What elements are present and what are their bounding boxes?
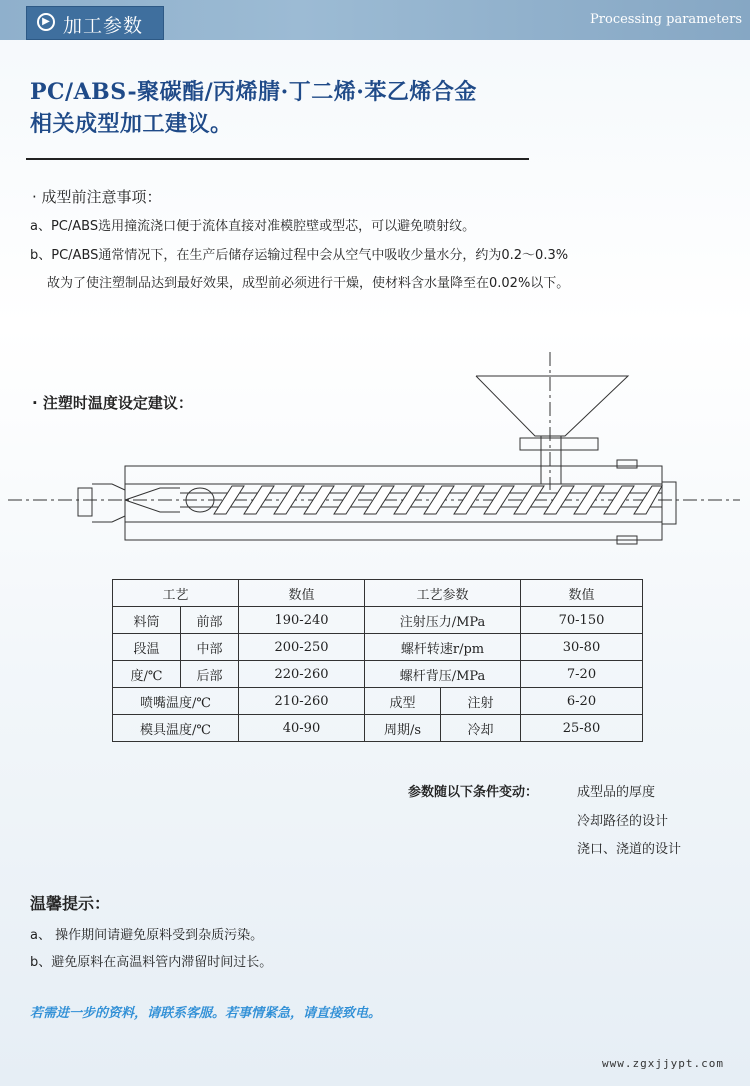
table-cell: 210-260 — [239, 688, 365, 715]
table-cell: 7-20 — [521, 661, 643, 688]
table-cell: 6-20 — [521, 688, 643, 715]
table-cell: 注射 — [441, 688, 521, 715]
arrow-circle-icon: ▶ — [37, 13, 55, 31]
pre-molding-item-b-cont: 故为了使注塑制品达到最好效果，成型前必须进行干燥，使材料含水量降至在0.02%以下。 — [47, 276, 570, 291]
table-cell: 40-90 — [239, 715, 365, 742]
feed-port — [541, 436, 561, 484]
table-cell: 190-240 — [239, 607, 365, 634]
table-cell: 冷却 — [441, 715, 521, 742]
table-row — [113, 634, 643, 661]
table-row — [113, 715, 643, 742]
table-cell: 度/℃ — [113, 661, 181, 688]
pre-molding-heading: · 成型前注意事项： — [32, 188, 162, 206]
pre-molding-item-a: a、PC/ABS选用撞流浇口便于流体直接对准模腔壁或型芯，可以避免喷射纹。 — [30, 219, 476, 234]
factors-label: 参数随以下条件变动： — [408, 785, 539, 800]
table-header: 工艺 — [113, 580, 239, 607]
title-line-1: PC/ABS-聚碳酯/丙烯腈·丁二烯·苯乙烯合金 — [30, 79, 477, 105]
table-cell: 200-250 — [239, 634, 365, 661]
injection-machine-diagram — [0, 350, 750, 555]
table-cell: 螺杆背压/MPa — [365, 661, 521, 688]
table-cell: 后部 — [181, 661, 239, 688]
table-cell: 成型 — [365, 688, 441, 715]
factor-item: 成型品的厚度 — [577, 785, 656, 800]
nozzle — [78, 488, 92, 516]
table-cell: 料筒 — [113, 607, 181, 634]
table-row — [113, 607, 643, 634]
table-cell: 周期/s — [365, 715, 441, 742]
temperature-heading: · 注塑时温度设定建议： — [32, 394, 193, 412]
section-tag-label: 加工参数 — [63, 15, 144, 37]
hopper — [476, 376, 628, 436]
table-cell: 段温 — [113, 634, 181, 661]
header-english-title: Processing parameters — [590, 12, 742, 27]
table-cell: 注射压力/MPa — [365, 607, 521, 634]
table-cell: 模具温度/℃ — [113, 715, 239, 742]
title-line-2: 相关成型加工建议。 — [30, 111, 233, 137]
table-cell: 喷嘴温度/℃ — [113, 688, 239, 715]
hopper-throat — [520, 438, 598, 450]
title-divider — [26, 158, 529, 160]
table-cell: 前部 — [181, 607, 239, 634]
table-header: 数值 — [521, 580, 643, 607]
section-tag — [26, 6, 164, 40]
table-row — [113, 580, 643, 607]
table-row — [113, 688, 643, 715]
table-cell: 70-150 — [521, 607, 643, 634]
table-cell: 中部 — [181, 634, 239, 661]
table-header: 工艺参数 — [365, 580, 521, 607]
page-title — [30, 76, 477, 140]
table-cell: 30-80 — [521, 634, 643, 661]
tip-item: b、避免原料在高温料管内滞留时间过长。 — [30, 955, 273, 970]
header-bar — [0, 0, 750, 40]
website-url: www.zgxjjypt.com — [602, 1057, 724, 1070]
tips-heading: 温馨提示： — [30, 894, 111, 913]
parameter-table — [112, 579, 643, 742]
table-cell: 25-80 — [521, 715, 643, 742]
table-row — [113, 661, 643, 688]
table-cell: 220-260 — [239, 661, 365, 688]
pre-molding-item-b: b、PC/ABS通常情况下，在生产后储存运输过程中会从空气中吸收少量水分，约为0.2～0.3% — [30, 248, 569, 263]
contact-note: 若需进一步的资料，请联系客服。若事情紧急，请直接致电。 — [30, 1006, 382, 1021]
table-header: 数值 — [239, 580, 365, 607]
screw-flights — [214, 486, 662, 514]
tip-item: a、 操作期间请避免原料受到杂质污染。 — [30, 928, 264, 943]
factor-item: 冷却路径的设计 — [577, 814, 669, 829]
factor-item: 浇口、浇道的设计 — [577, 842, 682, 857]
table-cell: 螺杆转速r/pm — [365, 634, 521, 661]
